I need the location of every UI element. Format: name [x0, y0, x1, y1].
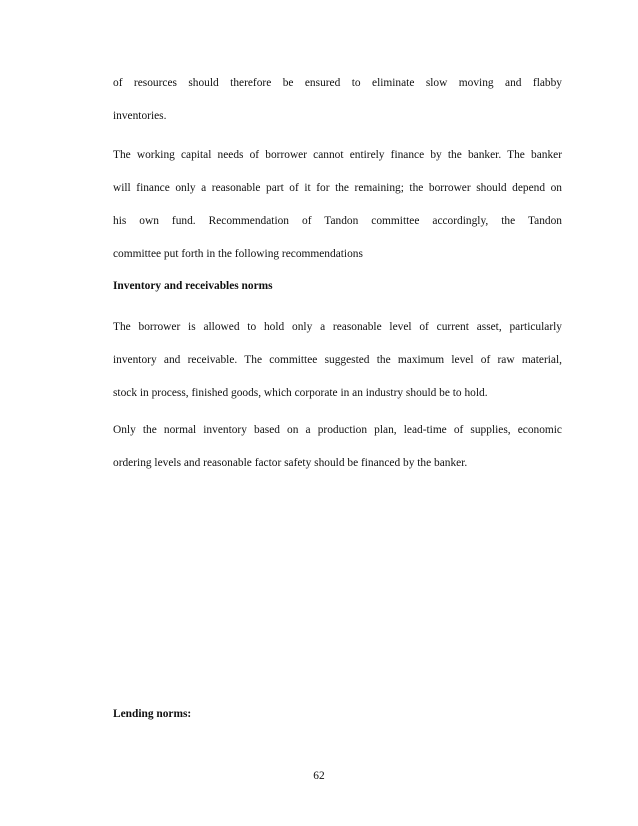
text-line: The working capital needs of borrower cannot entirely finance by the banker. The banker [113, 149, 562, 161]
paragraph-borrower-assets [113, 311, 562, 410]
text-line: inventories. [113, 110, 167, 122]
text-line: stock in process, finished goods, which corporate in an industry should be to hold. [113, 387, 488, 399]
text-line: his own fund. Recommendation of Tandon committee accordingly, the Tandon [113, 215, 562, 227]
heading-inventory-norms: Inventory and receivables norms [113, 280, 273, 292]
paragraph-resources [113, 67, 562, 133]
text-line: ordering levels and reasonable factor safety should be financed by the banker. [113, 457, 468, 469]
paragraph-working-capital [113, 139, 562, 271]
text-line: will finance only a reasonable part of it for the remaining; the borrower should depend on [113, 182, 562, 194]
text-line: committee put forth in the following recommendations [113, 248, 363, 260]
page-number: 62 [313, 770, 325, 782]
paragraph-normal-inventory [113, 414, 562, 480]
heading-lending-norms: Lending norms: [113, 708, 192, 720]
text-line: inventory and receivable. The committee suggested the maximum level of raw material, [113, 354, 562, 366]
text-line: Only the normal inventory based on a production plan, lead-time of supplies, economic [113, 424, 562, 436]
text-line: The borrower is allowed to hold only a reasonable level of current asset, particularly [113, 321, 562, 333]
text-line: of resources should therefore be ensured to eliminate slow moving and flabby [113, 77, 562, 89]
